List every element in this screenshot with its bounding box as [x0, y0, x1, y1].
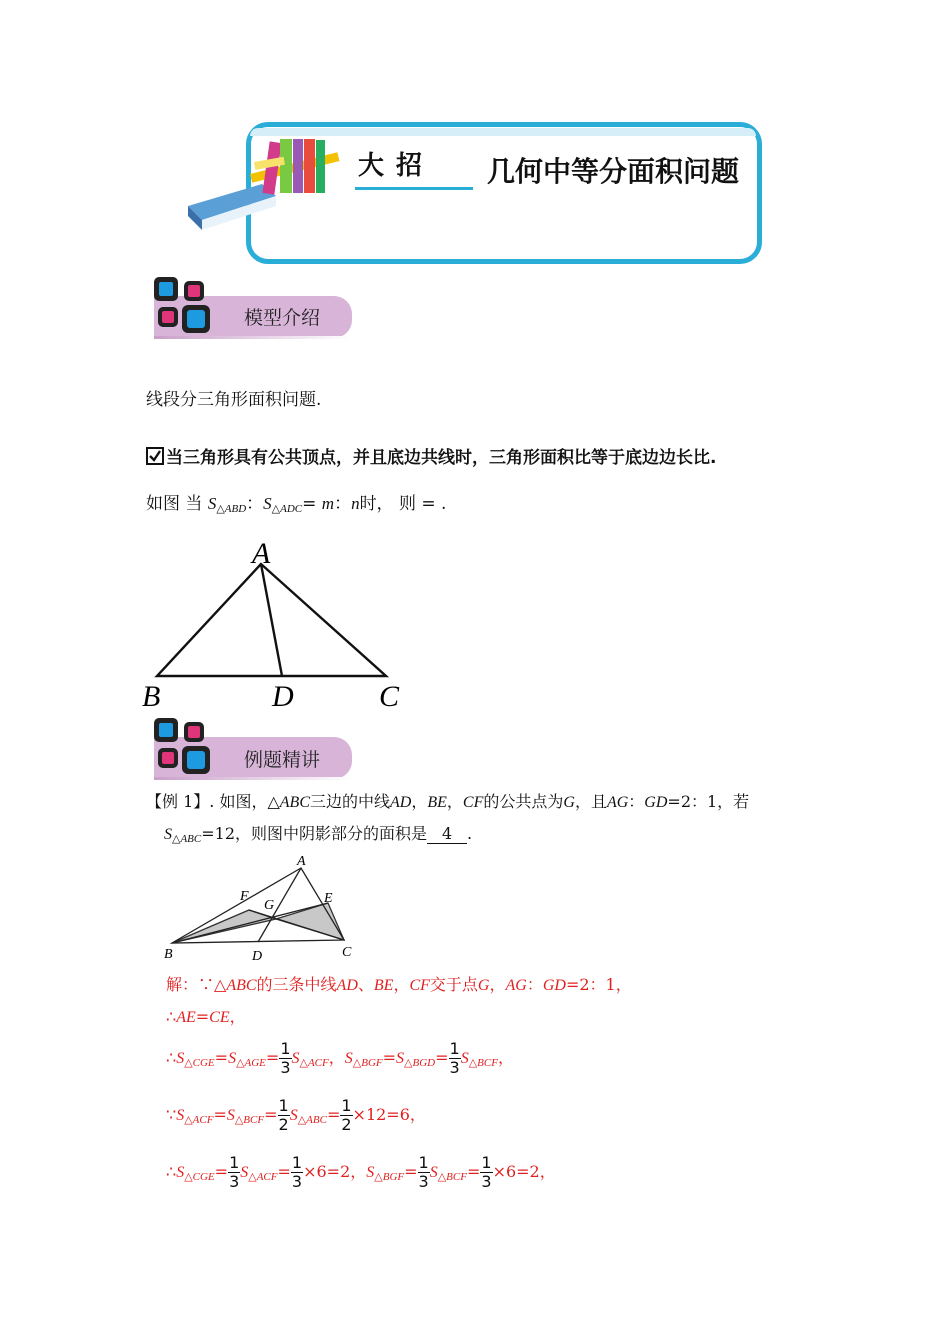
rule-text: 当三角形具有公共顶点，并且底边共线时，三角形面积比等于底边边长比. — [166, 448, 717, 468]
statement-suffix: 时， 则 = . — [359, 494, 447, 514]
fraction-numerator: 1 — [278, 1096, 289, 1115]
area-subscript: △BCF — [468, 1057, 498, 1069]
area-symbol: S — [291, 1050, 300, 1067]
solution-line-3 — [166, 1038, 514, 1083]
area-subscript: △ABD — [216, 503, 247, 515]
text: = — [277, 1162, 291, 1181]
text: 的公共点为 — [483, 792, 564, 811]
text: = — [264, 1105, 278, 1124]
var: AG — [505, 977, 527, 994]
var: BE — [427, 794, 447, 811]
label-f: F — [240, 889, 249, 904]
section-grid-icon — [152, 275, 214, 337]
fraction-numerator: 1 — [418, 1153, 429, 1172]
text: = — [435, 1048, 449, 1067]
var: GD — [644, 794, 668, 811]
area-symbol: S — [289, 1107, 298, 1124]
text: ， — [489, 975, 506, 994]
area-symbol: S — [226, 1107, 235, 1124]
var: ABC — [279, 794, 310, 811]
area-symbol: S — [240, 1164, 249, 1181]
var: GD — [542, 977, 566, 994]
var: CF — [409, 977, 430, 994]
var: AG — [606, 794, 629, 811]
rule-line — [146, 446, 716, 470]
ratio-colon: ： — [334, 494, 352, 514]
checkbox-checked-icon — [146, 447, 164, 465]
fraction-denominator: 3 — [229, 1172, 240, 1191]
area-subscript: △ADC — [271, 503, 303, 515]
var-m: m — [321, 494, 335, 513]
example-tag: 【例 1】 — [146, 792, 210, 811]
books-icon — [180, 134, 340, 234]
text: =12，则图中阴影部分的面积是 — [201, 824, 428, 843]
text: = — [213, 1105, 227, 1124]
label-c: C — [342, 945, 352, 960]
label-a: A — [252, 537, 271, 570]
section-tab-label: 例题精讲 — [244, 749, 321, 771]
label-g: G — [264, 898, 275, 913]
area-symbol: S — [176, 1107, 185, 1124]
area-subscript: △ACF — [299, 1057, 329, 1069]
fraction — [418, 1154, 430, 1191]
text: = — [466, 1162, 481, 1181]
text: = — [382, 1048, 397, 1067]
text: = — [265, 1048, 280, 1067]
ratio-colon: ： — [246, 494, 264, 514]
label-b: B — [142, 680, 161, 713]
statement-line — [146, 492, 446, 521]
var: CE — [209, 1009, 230, 1026]
text: = — [195, 1007, 210, 1026]
area-symbol: S — [263, 494, 272, 513]
fraction — [291, 1154, 303, 1191]
area-subscript: △BGF — [374, 1171, 405, 1183]
statement-prefix: 如图 当 — [146, 494, 208, 514]
text: ， — [411, 792, 428, 811]
equals-sign: = — [302, 494, 322, 514]
text: ， — [328, 1048, 345, 1067]
text: ， — [229, 1007, 246, 1026]
fraction — [449, 1040, 461, 1077]
label-d: D — [252, 949, 263, 964]
fraction — [279, 1040, 291, 1077]
area-symbol: S — [344, 1050, 353, 1067]
fraction-numerator: 1 — [280, 1039, 291, 1058]
fraction-numerator: 1 — [341, 1096, 352, 1115]
fraction-numerator: 1 — [481, 1153, 492, 1172]
example-1-line-2 — [164, 822, 472, 851]
area-symbol: S — [460, 1050, 469, 1067]
area-symbol: S — [228, 1050, 237, 1067]
area-subscript: △ACF — [184, 1114, 214, 1126]
var: AD — [390, 794, 412, 811]
fraction-denominator: 3 — [481, 1172, 492, 1191]
section-grid-icon — [152, 716, 214, 778]
text: 交于点 — [429, 975, 478, 994]
solution-line-4 — [166, 1095, 426, 1140]
area-symbol: S — [207, 494, 217, 513]
text: = — [326, 1105, 341, 1124]
text: ， — [446, 792, 463, 811]
text: ∵ — [166, 1105, 177, 1124]
fraction — [278, 1097, 290, 1134]
label-c: C — [379, 680, 400, 713]
text: ， — [393, 975, 410, 994]
text: ×12=6， — [352, 1105, 426, 1124]
area-subscript: △CGE — [184, 1171, 215, 1183]
text: 的三条中线 — [256, 975, 337, 994]
fraction — [340, 1097, 352, 1134]
triangle-abd-figure — [140, 535, 420, 715]
label-d: D — [272, 680, 294, 713]
area-subscript: △ACF — [248, 1171, 278, 1183]
var: CF — [462, 794, 484, 811]
text: =2：1，若 — [667, 792, 750, 811]
var: AD — [336, 977, 358, 994]
text: ： — [526, 975, 543, 994]
text: ∴ — [166, 1048, 177, 1067]
fraction-denominator: 3 — [418, 1172, 429, 1191]
fraction — [480, 1154, 492, 1191]
area-subscript: △BGF — [352, 1057, 383, 1069]
text: = — [404, 1162, 418, 1181]
fraction-numerator: 1 — [449, 1039, 460, 1058]
var: AE — [176, 1009, 196, 1026]
page-title: 几何中等分面积问题 — [487, 155, 740, 188]
area-subscript: △CGE — [184, 1057, 215, 1069]
fraction-numerator: 1 — [291, 1153, 303, 1172]
text: ，且 — [574, 792, 607, 811]
fraction-numerator: 1 — [229, 1153, 240, 1172]
intro-line: 线段分三角形面积问题. — [146, 390, 322, 410]
area-subscript: △BCF — [437, 1171, 467, 1183]
text: ∴ — [166, 1162, 177, 1181]
fraction-denominator: 2 — [341, 1115, 352, 1134]
area-symbol: S — [164, 826, 172, 843]
label-b: B — [164, 947, 173, 962]
area-symbol: S — [396, 1050, 405, 1067]
var: G — [563, 794, 575, 811]
area-subscript: △BGD — [404, 1057, 436, 1069]
solution-line-5 — [166, 1152, 556, 1197]
banner-underline — [355, 187, 473, 190]
label-e: E — [324, 891, 333, 906]
answer-blank: 4 — [427, 825, 467, 844]
var: ABC — [226, 977, 257, 994]
text: = — [214, 1048, 229, 1067]
var: G — [477, 977, 490, 994]
fraction-denominator: 3 — [291, 1172, 303, 1191]
area-symbol: S — [176, 1164, 185, 1181]
text: 解：∵△ — [166, 975, 227, 994]
fraction-denominator: 2 — [278, 1115, 289, 1134]
text: 三边的中线 — [309, 792, 390, 811]
text: ： — [628, 792, 645, 811]
var: BE — [373, 977, 394, 994]
text: = — [214, 1162, 229, 1181]
area-symbol: S — [366, 1164, 375, 1181]
text: ×6=2， — [303, 1162, 367, 1181]
text: ， — [497, 1048, 514, 1067]
area-subscript: △BCF — [234, 1114, 265, 1126]
text: ∴ — [166, 1007, 177, 1026]
section-tab-label: 模型介绍 — [244, 307, 321, 329]
text: . 如图，△ — [209, 792, 280, 811]
text: ×6=2， — [492, 1162, 556, 1181]
banner-left-label: 大招 — [358, 151, 435, 181]
area-subscript: △ABC — [172, 833, 202, 845]
solution-line-2 — [166, 1005, 246, 1030]
fraction-denominator: 3 — [449, 1058, 460, 1077]
text: . — [467, 824, 473, 843]
example-1-line-1 — [146, 790, 749, 815]
text: =2：1， — [565, 975, 632, 994]
area-symbol: S — [429, 1164, 438, 1181]
area-subscript: △ABC — [297, 1114, 327, 1126]
fraction-denominator: 3 — [280, 1058, 291, 1077]
area-subscript: △AGE — [236, 1057, 266, 1069]
label-a: A — [297, 854, 306, 869]
var-n: n — [351, 494, 360, 513]
area-symbol: S — [176, 1050, 185, 1067]
text: 、 — [357, 975, 374, 994]
median-triangle-figure — [160, 850, 360, 965]
fraction — [228, 1154, 240, 1191]
solution-line-1 — [166, 973, 632, 998]
